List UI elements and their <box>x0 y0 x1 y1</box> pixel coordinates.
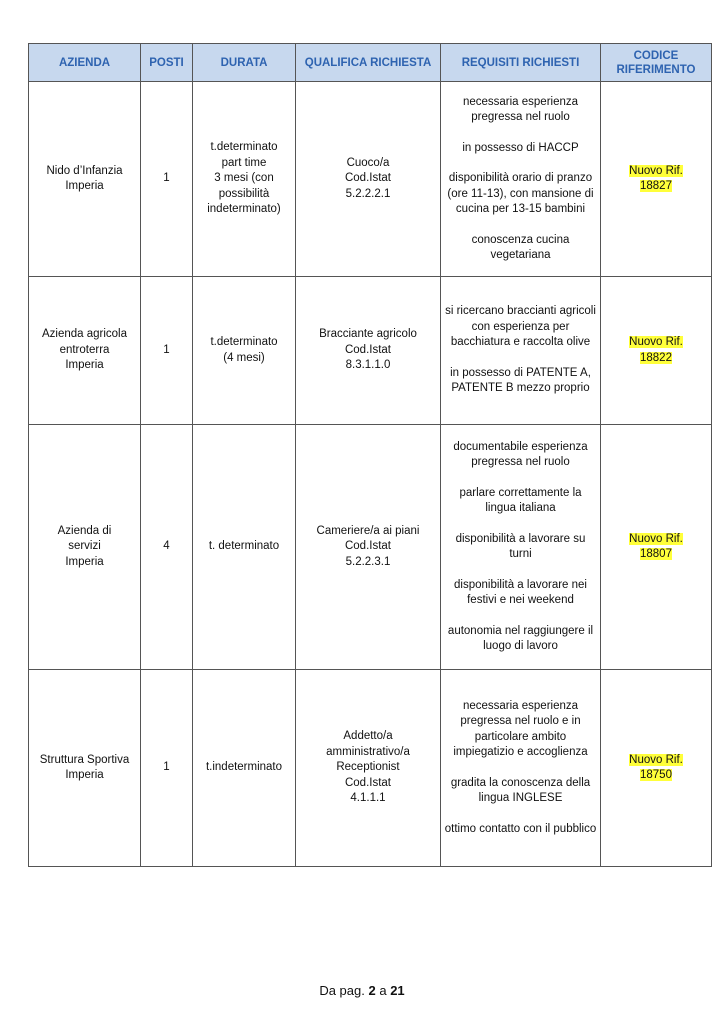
requisiti-gap <box>444 471 597 486</box>
azienda-line: entroterra <box>59 343 110 356</box>
durata-line: possibilità <box>218 187 270 200</box>
cell-durata <box>193 425 296 670</box>
table-row <box>29 277 712 425</box>
cell-codice <box>601 425 712 670</box>
azienda-line: Imperia <box>65 359 104 372</box>
job-offers-table <box>28 43 712 867</box>
table-row <box>29 425 712 670</box>
footer-sep: a <box>379 983 387 998</box>
qualifica-line: Cuoco/a <box>346 156 390 169</box>
requisiti-gap <box>444 126 597 141</box>
codice-line2: 18750 <box>640 769 672 781</box>
cell-qualifica <box>296 82 441 277</box>
codice-highlight <box>629 754 683 782</box>
header-codice-line2: RIFERIMENTO <box>616 63 696 76</box>
codice-line2: 18807 <box>640 548 672 560</box>
cell-codice <box>601 277 712 425</box>
qualifica-line: 4.1.1.1 <box>350 792 386 805</box>
qualifica-line: 5.2.2.3.1 <box>345 555 391 568</box>
header-codice-line1: CODICE <box>633 49 679 62</box>
requisito-item: ottimo contatto con il pubblico <box>444 822 597 835</box>
durata-line: 3 mesi (con <box>214 172 274 185</box>
azienda-line: Imperia <box>65 555 104 568</box>
requisito-item: in possesso di HACCP <box>462 141 579 154</box>
requisiti-gap <box>444 609 597 624</box>
codice-line1: Nuovo Rif. <box>629 164 683 177</box>
qualifica-line: Cameriere/a ai piani <box>316 524 420 537</box>
cell-durata <box>193 277 296 425</box>
qualifica-line: amministrativo/a <box>326 745 410 758</box>
table-header-row <box>29 44 712 82</box>
qualifica-line: Bracciante agricolo <box>319 328 417 341</box>
requisito-item: in possesso di PATENTE A, PATENTE B mezzo proprio <box>450 366 591 395</box>
codice-line1: Nuovo Rif. <box>629 336 683 348</box>
codice-highlight <box>629 533 683 561</box>
table-row <box>29 670 712 867</box>
qualifica-line: Cod.Istat <box>344 343 392 356</box>
codice-line1: Nuovo Rif. <box>629 532 683 545</box>
requisito-item: parlare correttamente la lingua italiana <box>459 486 582 514</box>
codice-line2: 18827 <box>640 180 672 192</box>
codice-highlight <box>629 165 683 193</box>
cell-requisiti <box>441 670 601 867</box>
header-durata: DURATA <box>193 44 296 82</box>
qualifica-line: 8.3.1.1.0 <box>345 359 391 372</box>
table-row <box>29 82 712 277</box>
footer-prefix: Da pag. <box>319 983 365 998</box>
requisito-item: disponibilità orario di pranzo (ore 11-13), con mansione di cucina per 13-15 bambini <box>447 172 594 215</box>
azienda-line: Struttura Sportiva <box>39 753 130 766</box>
cell-qualifica <box>296 670 441 867</box>
azienda-line: servizi <box>68 540 101 553</box>
requisito-item: disponibilità a lavorare nei festivi e nei weekend <box>454 578 587 606</box>
codice-line1: Nuovo Rif. <box>629 753 683 766</box>
qualifica-line: 5.2.2.2.1 <box>345 187 391 200</box>
cell-requisiti <box>441 82 601 277</box>
requisito-item: necessaria esperienza pregressa nel ruolo <box>462 95 579 123</box>
qualifica-line: Cod.Istat <box>344 540 392 553</box>
durata-line: (4 mesi) <box>223 351 265 364</box>
cell-codice <box>601 82 712 277</box>
header-codice <box>601 44 712 82</box>
footer-page: 2 <box>368 983 376 998</box>
cell-requisiti <box>441 277 601 425</box>
cell-azienda <box>29 670 141 867</box>
azienda-line: Nido d’Infanzia <box>46 164 123 177</box>
cell-codice <box>601 670 712 867</box>
cell-durata <box>193 82 296 277</box>
requisito-item: documentabile esperienza pregressa nel ruolo <box>453 440 588 468</box>
azienda-line: Azienda agricola <box>41 328 128 341</box>
cell-posti: 1 <box>141 82 193 277</box>
cell-posti: 1 <box>141 670 193 867</box>
header-requisiti: REQUISITI RICHIESTI <box>441 44 601 82</box>
azienda-line: Azienda di <box>57 524 112 537</box>
requisiti-gap <box>444 563 597 578</box>
cell-posti: 1 <box>141 277 193 425</box>
header-posti: POSTI <box>141 44 193 82</box>
codice-highlight <box>629 336 683 364</box>
qualifica-line: Addetto/a <box>343 730 393 743</box>
requisiti-gap <box>444 807 597 822</box>
requisiti-gap <box>444 761 597 776</box>
cell-qualifica <box>296 277 441 425</box>
requisito-item: autonomia nel raggiungere il luogo di lavoro <box>447 624 594 652</box>
requisito-item: si ricercano braccianti agricoli con esperienza per bacchiatura e raccolta olive <box>445 305 596 349</box>
durata-line: t. determinato <box>208 540 280 553</box>
requisiti-gap <box>444 218 597 233</box>
codice-line2: 18822 <box>640 351 672 364</box>
requisiti-gap <box>444 156 597 171</box>
header-azienda: AZIENDA <box>29 44 141 82</box>
durata-line: t.determinato <box>210 141 278 154</box>
durata-line: indeterminato) <box>207 203 281 216</box>
footer-total: 21 <box>390 983 405 998</box>
requisito-item: necessaria esperienza pregressa nel ruolo e in particolare ambito impiegatizio e accoglienza <box>453 699 588 759</box>
cell-durata <box>193 670 296 867</box>
requisiti-gap <box>444 517 597 532</box>
header-qualifica: QUALIFICA RICHIESTA <box>296 44 441 82</box>
cell-azienda <box>29 82 141 277</box>
azienda-line: Imperia <box>65 180 104 192</box>
requisito-item: conoscenza cucina vegetariana <box>471 233 570 261</box>
requisiti-gap <box>444 351 597 366</box>
requisito-item: disponibilità a lavorare su turni <box>455 532 586 560</box>
qualifica-line: Cod.Istat <box>344 776 392 789</box>
durata-line: part time <box>221 156 267 169</box>
requisito-item: gradita la conoscenza della lingua INGLESE <box>450 776 591 805</box>
durata-line: t.determinato <box>210 336 278 348</box>
cell-azienda <box>29 425 141 670</box>
cell-azienda <box>29 277 141 425</box>
qualifica-line: Receptionist <box>336 761 400 774</box>
cell-posti: 4 <box>141 425 193 670</box>
durata-line: t.indeterminato <box>205 761 283 774</box>
cell-requisiti <box>441 425 601 670</box>
page-footer <box>0 983 724 998</box>
azienda-line: Imperia <box>65 769 104 781</box>
qualifica-line: Cod.Istat <box>344 172 392 185</box>
cell-qualifica <box>296 425 441 670</box>
